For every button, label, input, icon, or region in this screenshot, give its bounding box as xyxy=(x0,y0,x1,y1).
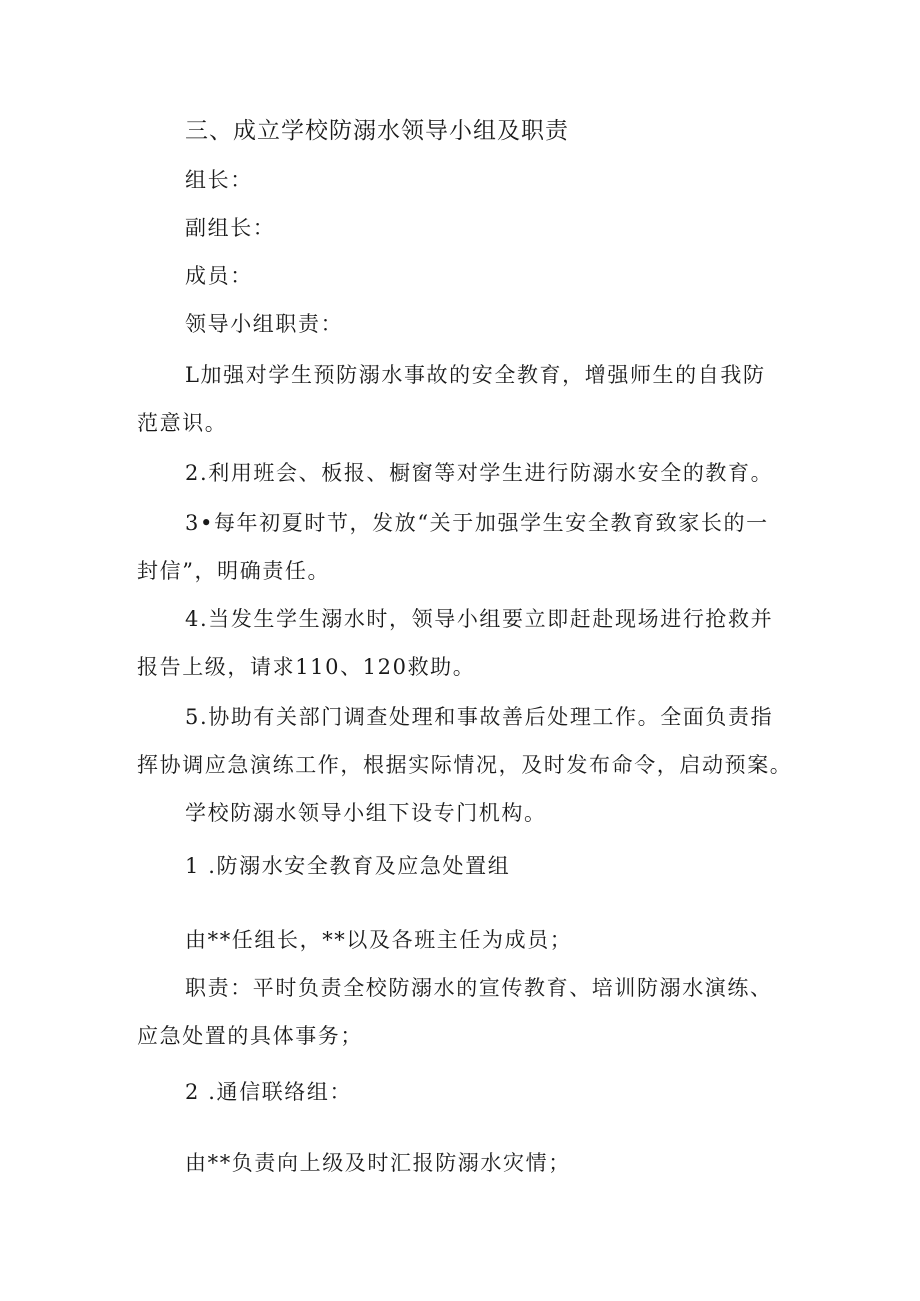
duty-4-line-2: 报告上级，请求110、120救助。 xyxy=(137,655,476,679)
section-heading: 三、成立学校防溺水领导小组及职责 xyxy=(185,118,569,144)
duty-1-line-2: 范意识。 xyxy=(137,411,228,435)
subunits-intro: 学校防溺水领导小组下设专门机构。 xyxy=(185,801,547,825)
group-1-duties-line-2: 应急处置的具体事务； xyxy=(137,1024,363,1048)
leader-label: 组长： xyxy=(185,168,253,192)
duty-5-line-1: 5.协助有关部门调查处理和事故善后处理工作。全面负责指 xyxy=(185,705,774,729)
group-1-members: 由**任组长，**以及各班主任为成员； xyxy=(185,928,573,952)
duty-4-line-1: 4.当发生学生溺水时，领导小组要立即赶赴现场进行抢救并 xyxy=(185,607,774,631)
duty-3-line-1: 3•每年初夏时节，发放“关于加强学生安全教育致家长的一 xyxy=(185,511,769,535)
deputy-leader-label: 副组长： xyxy=(185,216,276,240)
duty-3-line-2: 封信”，明确责任。 xyxy=(137,559,331,583)
duties-title: 领导小组职责： xyxy=(185,312,344,336)
members-label: 成员： xyxy=(185,264,253,288)
duty-1-line-1: L加强对学生预防溺水事故的安全教育，增强师生的自我防 xyxy=(185,363,766,387)
group-2-members: 由**负责向上级及时汇报防溺水灾情； xyxy=(185,1151,571,1175)
duty-2: 2.利用班会、板报、橱窗等对学生进行防溺水安全的教育。 xyxy=(185,461,774,485)
group-1-duties-line-1: 职责：平时负责全校防溺水的宣传教育、培训防溺水演练、 xyxy=(185,976,773,1000)
group-2-title: 2 .通信联络组： xyxy=(185,1080,353,1104)
group-1-title: 1 .防溺水安全教育及应急处置组 xyxy=(185,854,511,878)
duty-5-line-2: 挥协调应急演练工作，根据实际情况，及时发布命令，启动预案。 xyxy=(137,753,793,777)
